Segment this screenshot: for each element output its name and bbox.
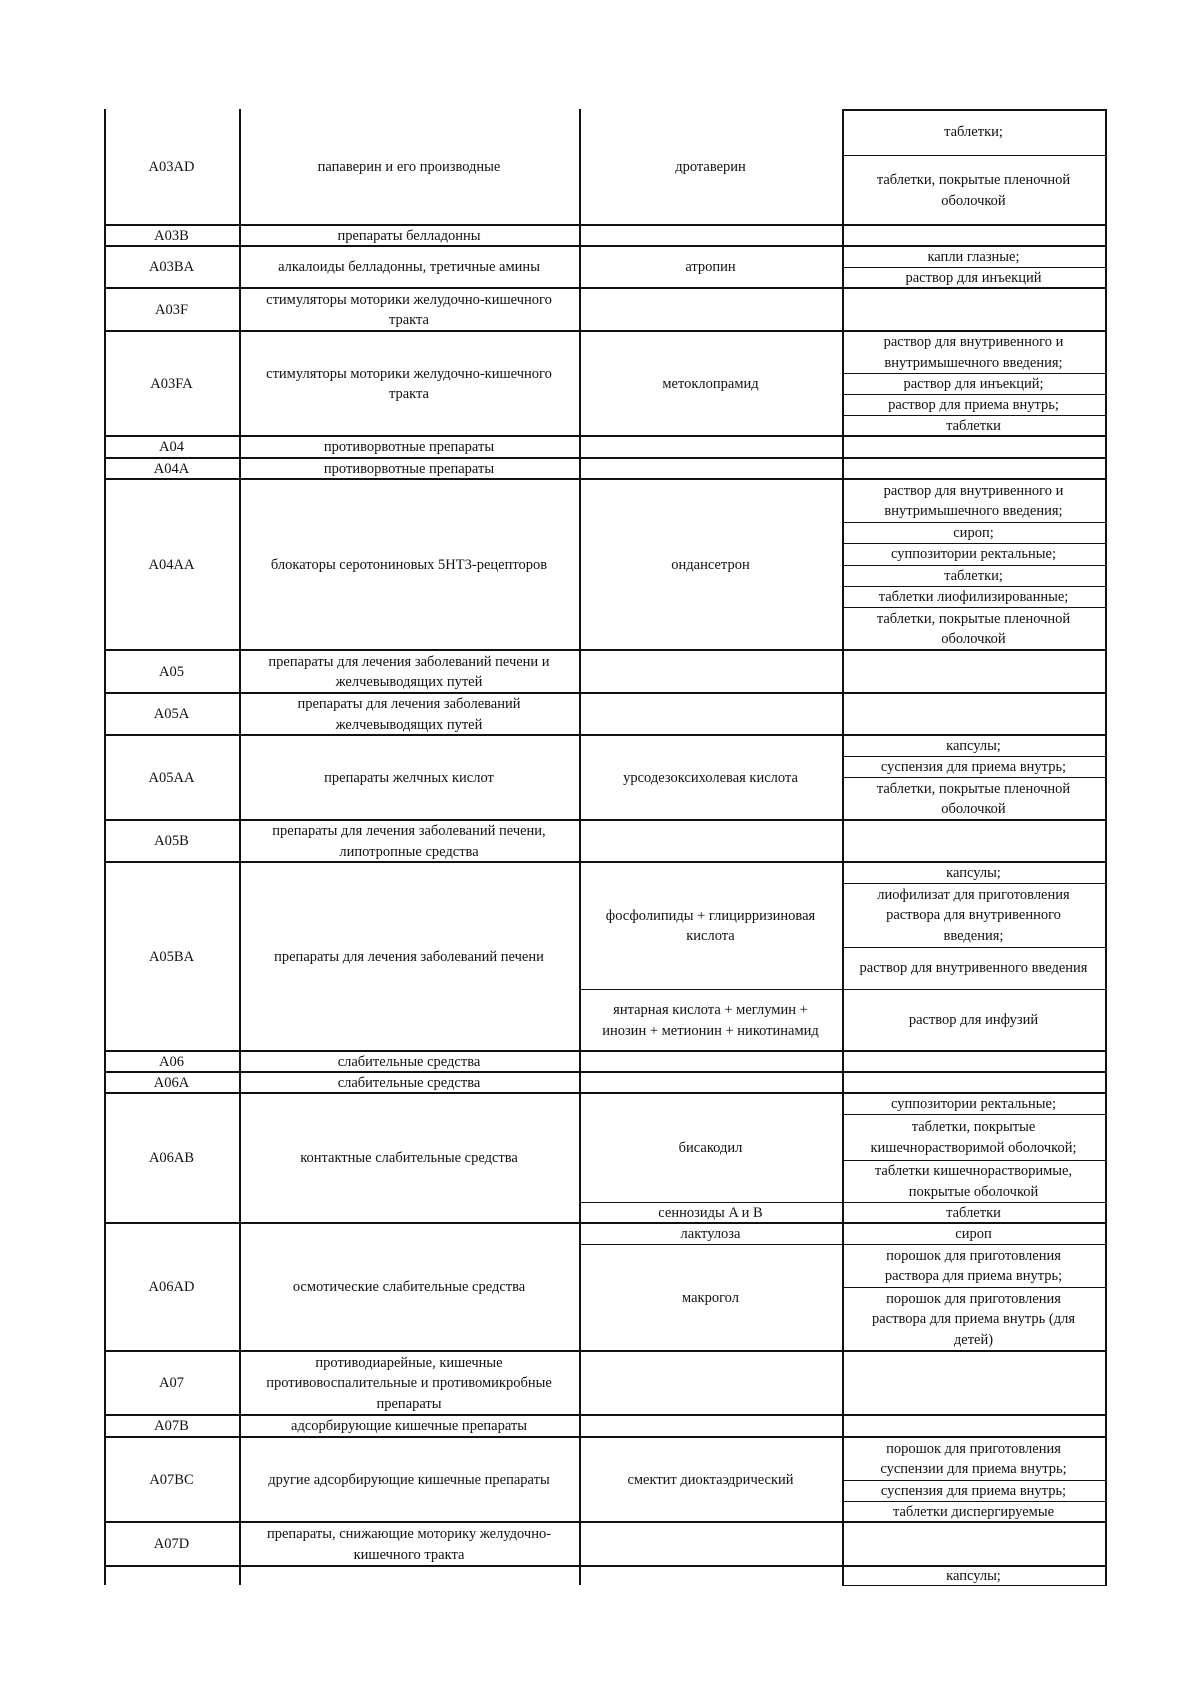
dosage-form-cell: суппозитории ректальные; <box>891 1095 1056 1112</box>
group-cell: препараты для лечения заболеваний печени, липотропные средства <box>272 823 546 860</box>
substance-cell: бисакодил <box>678 1139 743 1156</box>
substance-cell: лактулоза <box>680 1225 741 1242</box>
substance-cell: смектит диоктаэдрический <box>627 1471 794 1488</box>
dosage-form-cell: капли глазные; <box>927 248 1020 265</box>
group-cell: препараты для лечения заболеваний желчевыводящих путей <box>297 696 521 733</box>
group-cell: стимуляторы моторики желудочно-кишечного тракта <box>266 365 552 402</box>
code-cell: A04AA <box>148 556 195 573</box>
dosage-form-cell: таблетки, покрытые пленочной оболочкой <box>876 610 1071 647</box>
dosage-form-cell: раствор для внутривенного и внутримышечного введения; <box>883 482 1064 519</box>
code-cell: A07D <box>153 1536 190 1553</box>
group-cell: слабительные средства <box>337 1074 481 1091</box>
group-cell: препараты желчных кислот <box>324 769 494 786</box>
last-form-bottom-border <box>842 1585 1107 1586</box>
dosage-form-cell: лиофилизат для приготовления раствора для внутривенного введения; <box>877 886 1070 944</box>
code-cell <box>107 1567 236 1585</box>
code-cell: A06AD <box>148 1279 195 1296</box>
code-cell: A03F <box>154 301 189 318</box>
dosage-form-cell: капсулы; <box>946 864 1001 881</box>
dosage-form-cell: порошок для приготовления раствора для приема внутрь (для детей) <box>872 1290 1075 1348</box>
group-cell: контактные слабительные средства <box>300 1150 518 1167</box>
code-cell: A06AB <box>148 1150 195 1167</box>
code-cell: A03B <box>154 227 189 244</box>
dosage-form-cell: таблетки, покрытые пленочной оболочкой <box>876 780 1071 817</box>
dosage-form-cell: таблетки диспергируемые <box>892 1503 1055 1520</box>
group-cell: блокаторы серотониновых 5HT3-рецепторов <box>270 556 548 573</box>
code-cell: A03AD <box>148 159 195 176</box>
dosage-form-cell: раствор для инфузий <box>908 1012 1039 1029</box>
code-cell: A05AA <box>148 769 195 786</box>
dosage-form-cell: капсулы; <box>946 1567 1001 1584</box>
code-cell: A06A <box>153 1074 190 1091</box>
group-cell: слабительные средства <box>337 1053 481 1070</box>
dosage-form-cell: суппозитории ректальные; <box>891 546 1056 563</box>
code-cell: A05 <box>159 663 184 680</box>
code-cell: A07BC <box>149 1471 194 1488</box>
group-cell: противорвотные препараты <box>323 460 495 477</box>
group-cell: препараты для лечения заболеваний печени <box>274 948 544 965</box>
dosage-form-cell: сироп <box>955 1225 992 1242</box>
group-cell: адсорбирующие кишечные препараты <box>291 1418 527 1435</box>
group-cell: препараты белладонны <box>337 227 481 244</box>
dosage-form-cell: раствор для внутривенного введения <box>859 960 1088 977</box>
dosage-form-cell: таблетки <box>946 1204 1001 1221</box>
code-cell: A03BA <box>148 259 195 276</box>
code-cell: A05A <box>153 706 190 723</box>
dosage-form-cell: сироп; <box>953 524 994 541</box>
table-right-border <box>1105 109 1107 1566</box>
code-cell: A04A <box>153 460 190 477</box>
substance-cell: ондансетрон <box>671 556 750 573</box>
dosage-form-cell: порошок для приготовления раствора для приема внутрь; <box>884 1247 1063 1284</box>
group-cell: противорвотные препараты <box>323 439 495 456</box>
group-cell: стимуляторы моторики желудочно-кишечного тракта <box>266 291 552 328</box>
dosage-form-cell: раствор для приема внутрь; <box>888 396 1059 413</box>
dosage-form-cell: раствор для инъекций <box>905 269 1042 286</box>
group-cell: осмотические слабительные средства <box>292 1279 526 1296</box>
group-cell <box>242 1567 576 1585</box>
table-right-border-last <box>1105 1566 1107 1585</box>
code-cell: A07 <box>159 1375 184 1392</box>
substance-cell: атропин <box>685 259 736 276</box>
dosage-form-cell: таблетки кишечнорастворимые, покрытые оболочкой <box>874 1163 1073 1200</box>
code-cell: A07B <box>154 1418 189 1435</box>
dosage-form-cell: суспензия для приема внутрь; <box>880 1482 1067 1499</box>
group-cell: препараты для лечения заболеваний печени и желчевыводящих путей <box>268 653 550 690</box>
dosage-form-cell: раствор для внутривенного и внутримышечного введения; <box>883 334 1064 371</box>
substance-cell: дротаверин <box>675 159 746 176</box>
substance-cell: макрогол <box>682 1289 739 1306</box>
code-cell: A04 <box>159 439 184 456</box>
dosage-form-cell: раствор для инъекций; <box>903 375 1044 392</box>
substance-cell: метоклопрамид <box>662 375 759 392</box>
group-cell: папаверин и его производные <box>317 159 501 176</box>
dosage-form-cell: таблетки; <box>944 567 1003 584</box>
dosage-form-cell: таблетки лиофилизированные; <box>878 588 1069 605</box>
code-cell: A05B <box>154 833 189 850</box>
code-cell: A03FA <box>150 375 193 392</box>
group-cell: другие адсорбирующие кишечные препараты <box>268 1471 550 1488</box>
code-cell: A06 <box>159 1053 184 1070</box>
dosage-form-cell: таблетки; <box>944 124 1003 141</box>
substance-cell <box>582 1567 839 1585</box>
substance-cell: янтарная кислота + меглумин + инозин + метионин + никотинамид <box>602 1002 819 1039</box>
dosage-form-cell: порошок для приготовления суспензии для приема внутрь; <box>880 1440 1067 1477</box>
dosage-form-cell: суспензия для приема внутрь; <box>880 758 1067 775</box>
dosage-form-cell: таблетки, покрытые кишечнорастворимой оболочкой; <box>870 1119 1077 1156</box>
group-cell: препараты, снижающие моторику желудочно- кишечного тракта <box>266 1526 552 1563</box>
substance-cell: фосфолипиды + глицирризиновая кислота <box>605 907 816 944</box>
dosage-form-cell: таблетки <box>946 417 1001 434</box>
group-cell: противодиарейные, кишечные противовоспалительные и противомикробные препараты <box>266 1354 552 1412</box>
code-cell: A05BA <box>148 948 195 965</box>
substance-cell: сеннозиды A и B <box>658 1204 763 1221</box>
dosage-form-cell: таблетки, покрытые пленочной оболочкой <box>876 172 1071 209</box>
substance-cell: урсодезоксихолевая кислота <box>623 769 798 786</box>
group-cell: алкалоиды белладонны, третичные амины <box>278 259 540 276</box>
dosage-form-cell: капсулы; <box>946 737 1001 754</box>
